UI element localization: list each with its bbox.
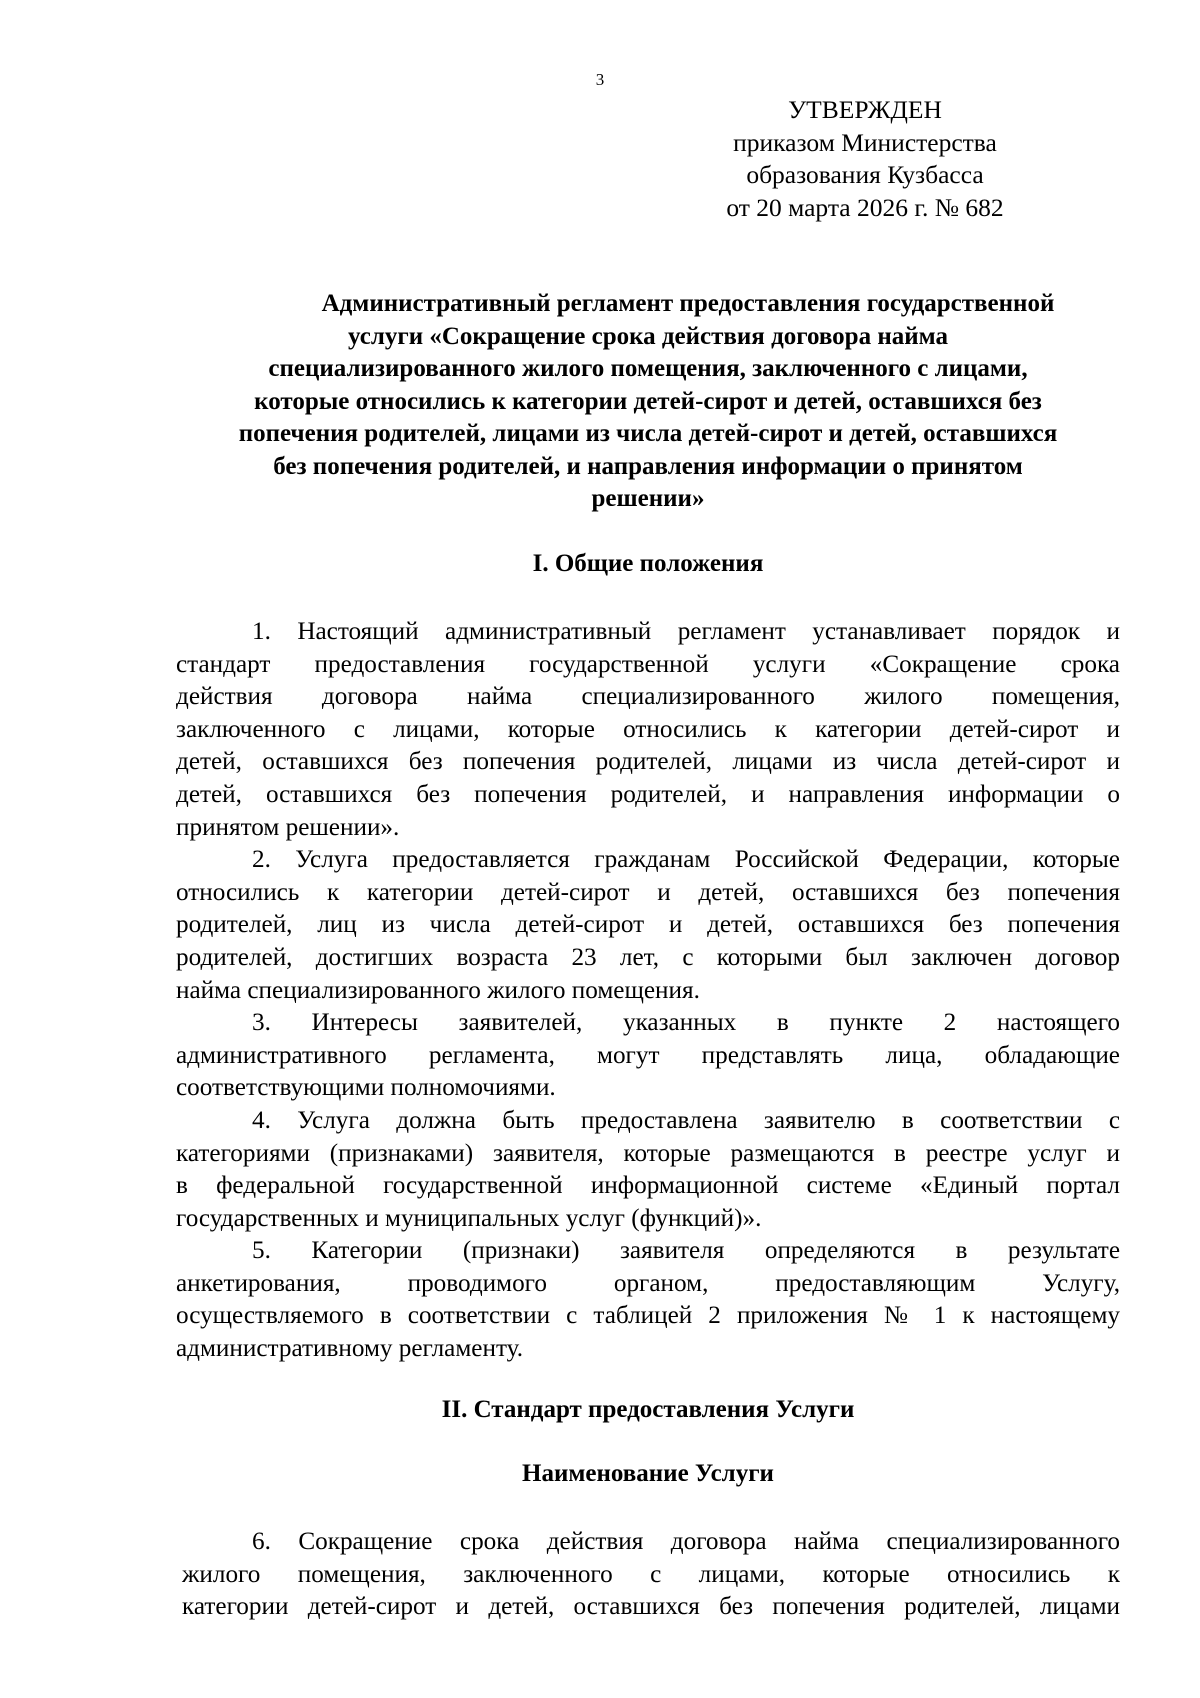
title-line: специализированного жилого помещения, заключенного с лицами, bbox=[268, 355, 1028, 382]
paragraph-2-line: родителей, лиц из числа детей-сирот и детей, оставшихся без попечения bbox=[176, 911, 1120, 939]
paragraph-3-line: 3. Интересы заявителей, указанных в пункте 2 настоящего bbox=[252, 1009, 1120, 1037]
paragraph-5-line: 5. Категории (признаки) заявителя определяются в результате bbox=[252, 1237, 1120, 1265]
paragraph-4-line: категориями (признаками) заявителя, которые размещаются в реестре услуг и bbox=[176, 1139, 1120, 1167]
approval-line: приказом Министерства bbox=[733, 127, 997, 157]
title-line: решении» bbox=[591, 485, 705, 512]
approval-line: образования Кузбасса bbox=[746, 160, 984, 189]
section-heading-general: I. Общие положения bbox=[532, 550, 764, 577]
paragraph-6-line: 6. Сокращение срока действия договора найма специализированного bbox=[252, 1528, 1120, 1555]
paragraph-2-line: 2. Услуга предоставляется гражданам Российской Федерации, которые bbox=[252, 846, 1120, 874]
title-line: услуги «Сокращение срока действия договора найма bbox=[348, 322, 948, 350]
paragraph-4-line: в федеральной государственной информационной системе «Единый портал bbox=[176, 1172, 1120, 1200]
subheading-service-name: Наименование Услуги bbox=[522, 1460, 774, 1487]
section-general-body bbox=[176, 616, 1120, 1366]
paragraph-1-line: детей, оставшихся без попечения родителей, и направления информации о bbox=[176, 780, 1120, 808]
paragraph-2-line: относились к категории детей-сирот и детей, оставшихся без попечения bbox=[176, 878, 1120, 906]
paragraph-1-line: заключенного с лицами, которые относились к категории детей-сирот и bbox=[176, 715, 1120, 743]
paragraph-1-line: действия договора найма специализированного жилого помещения, bbox=[176, 683, 1120, 711]
paragraph-5-line: осуществляемого в соответствии с таблицей 2 приложения № 1 к настоящему bbox=[176, 1302, 1120, 1330]
document-title bbox=[176, 288, 1120, 516]
page-number: 3 bbox=[595, 70, 605, 89]
paragraph-6-line: жилого помещения, заключенного с лицами, которые относились к bbox=[182, 1560, 1120, 1588]
approval-line: УТВЕРЖДЕН bbox=[788, 95, 942, 124]
title-line: Административный регламент предоставления государственной bbox=[321, 290, 1055, 317]
paragraph-1-line: стандарт предоставления государственной услуги «Сокращение срока bbox=[176, 650, 1120, 678]
paragraph-4-line: 4. Услуга должна быть предоставлена заявителю в соответствии с bbox=[252, 1106, 1120, 1134]
paragraph-1-line: детей, оставшихся без попечения родителей, лицами из числа детей-сирот и bbox=[176, 748, 1120, 776]
paragraph-4-line: государственных и муниципальных услуг (функций)». bbox=[176, 1204, 762, 1232]
paragraph-2-line: найма специализированного жилого помещения. bbox=[176, 976, 700, 1004]
paragraph-5-line: анкетирования, проводимого органом, предоставляющим Услугу, bbox=[176, 1269, 1120, 1297]
section-heading-standard: II. Стандарт предоставления Услуги bbox=[441, 1396, 855, 1423]
section-standard-body bbox=[176, 1526, 1120, 1624]
approval-stamp bbox=[705, 94, 1025, 224]
title-line: которые относились к категории детей-сирот и детей, оставшихся без bbox=[254, 387, 1042, 415]
approval-line: от 20 марта 2026 г. № 682 bbox=[726, 192, 1004, 222]
title-line: попечения родителей, лицами из числа детей-сирот и детей, оставшихся bbox=[238, 420, 1058, 447]
paragraph-1-line: принятом решении». bbox=[176, 813, 400, 841]
paragraph-3-line: административного регламента, могут представлять лица, обладающие bbox=[176, 1041, 1120, 1069]
paragraph-2-line: родителей, достигших возраста 23 лет, с которыми был заключен договор bbox=[176, 943, 1120, 971]
paragraph-5-line: административному регламенту. bbox=[176, 1335, 524, 1363]
paragraph-3-line: соответствующими полномочиями. bbox=[176, 1074, 556, 1102]
paragraph-1-line: 1. Настоящий административный регламент устанавливает порядок и bbox=[252, 618, 1120, 645]
title-line: без попечения родителей, и направления информации о принятом bbox=[273, 452, 1023, 480]
paragraph-6-line: категории детей-сирот и детей, оставшихся без попечения родителей, лицами bbox=[182, 1593, 1120, 1621]
